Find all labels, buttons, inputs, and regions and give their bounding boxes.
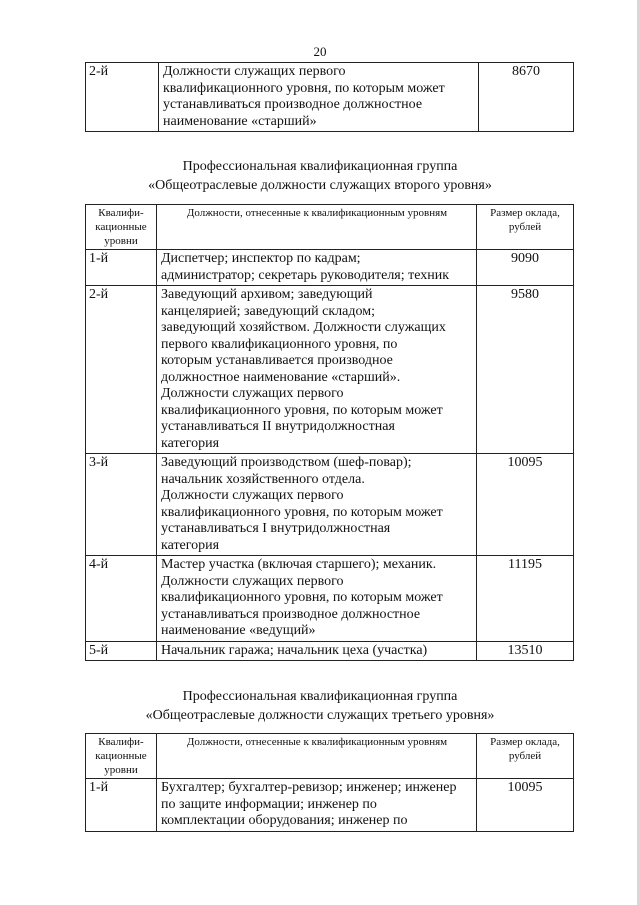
table-row — [86, 63, 574, 132]
group2-table — [85, 204, 574, 661]
header-line: рублей — [508, 750, 542, 762]
position-line: категория — [161, 537, 220, 553]
table-row — [86, 454, 574, 556]
position-line: квалификационного уровня, по которым может — [161, 504, 443, 520]
heading-line: «Общеотраслевые должности служащих третьего уровня» — [145, 708, 495, 723]
group3-heading — [0, 687, 640, 725]
salary-cell: 11195 — [477, 556, 574, 642]
position-line: Бухгалтер; бухгалтер-ревизор; инженер; инженер — [161, 780, 457, 795]
salary-header — [477, 734, 574, 779]
group2-heading — [0, 157, 640, 195]
level-cell: 3-й — [86, 454, 157, 556]
position-line: наименование «старший» — [163, 113, 317, 129]
group3-table — [85, 733, 574, 832]
positions-header: Должности, отнесенные к квалификационным уровням — [157, 734, 477, 779]
table-row — [86, 286, 574, 454]
position-line: Должности служащих первого — [161, 573, 344, 589]
header-line: уровни — [104, 235, 138, 247]
header-line: Размер оклада, — [490, 207, 560, 219]
position-line: Заведующий производством (шеф-повар); — [161, 455, 412, 470]
table-row — [86, 250, 574, 286]
position-line: устанавливаться производное должностное — [161, 606, 421, 622]
position-line: наименование «ведущий» — [161, 623, 316, 638]
position-line: начальник хозяйственного отдела. — [161, 471, 365, 487]
positions-cell — [157, 779, 477, 832]
positions-cell — [157, 556, 477, 642]
salary-cell: 10095 — [477, 454, 574, 556]
position-line: Мастер участка (включая старшего); механик. — [161, 557, 437, 572]
levels-header — [86, 205, 157, 250]
page-number: 20 — [313, 44, 327, 59]
positions-cell — [157, 641, 477, 661]
level-cell: 1-й — [86, 250, 157, 286]
header-line: рублей — [508, 221, 542, 233]
positions-header: Должности, отнесенные к квалификационным уровням — [157, 205, 477, 250]
position-line: администратор; секретарь руководителя; техник — [161, 267, 450, 283]
position-line: квалификационного уровня, по которым может — [163, 80, 445, 96]
position-line: Должности служащих первого — [163, 64, 346, 79]
level-cell: 2-й — [86, 286, 157, 454]
level-cell: 1-й — [86, 779, 157, 832]
salary-cell: 9090 — [477, 250, 574, 286]
salary-cell: 10095 — [477, 779, 574, 832]
position-line: устанавливаться II внутридолжностная — [161, 419, 395, 434]
heading-line: Профессиональная квалификационная группа — [182, 159, 458, 174]
heading-line: «Общеотраслевые должности служащих второго уровня» — [148, 178, 492, 193]
position-line: комплектации оборудования; инженер по — [161, 813, 408, 828]
position-line: квалификационного уровня, по которым может — [161, 590, 443, 605]
header-line: кационные — [95, 221, 147, 233]
heading-line: Профессиональная квалификационная группа — [182, 689, 458, 704]
salary-cell: 9580 — [477, 286, 574, 454]
header-line: уровни — [104, 764, 138, 776]
position-line: по защите информации; инженер по — [161, 796, 377, 812]
header-line: Размер оклада, — [490, 736, 560, 748]
positions-cell — [157, 454, 477, 556]
table-header-row — [86, 734, 574, 779]
position-line: Начальник гаража; начальник цеха (участка) — [161, 642, 428, 658]
position-line: Диспетчер; инспектор по кадрам; — [161, 251, 361, 266]
salary-cell: 13510 — [477, 641, 574, 661]
position-line: заведующий хозяйством. Должности служащих — [161, 320, 446, 335]
positions-cell — [157, 286, 477, 454]
header-line: Квалифи- — [98, 207, 144, 219]
salary-header — [477, 205, 574, 250]
continuation-table — [85, 62, 574, 132]
table-header-row — [86, 205, 574, 250]
position-line: Должности служащих первого — [161, 386, 344, 401]
position-line: первого квалификационного уровня, по — [161, 336, 398, 352]
position-line: Должности служащих первого — [161, 488, 344, 503]
position-line: должностное наименование «старший». — [161, 369, 401, 385]
salary-cell: 8670 — [479, 63, 574, 132]
header-line: Квалифи- — [98, 736, 144, 748]
position-line: канцелярией; заведующий складом; — [161, 303, 375, 319]
table-row — [86, 641, 574, 661]
position-line: устанавливаться I внутридолжностная — [161, 521, 391, 536]
position-line: которым устанавливается производное — [161, 353, 393, 368]
level-cell: 2-й — [86, 63, 159, 132]
level-cell: 4-й — [86, 556, 157, 642]
position-line: устанавливаться производное должностное — [163, 97, 423, 112]
position-line: квалификационного уровня, по которым может — [161, 402, 443, 418]
level-cell: 5-й — [86, 641, 157, 661]
levels-header — [86, 734, 157, 779]
table-row — [86, 779, 574, 832]
header-line: кационные — [95, 750, 147, 762]
position-line: категория — [161, 435, 220, 451]
positions-cell — [157, 250, 477, 286]
positions-cell — [159, 63, 479, 132]
table-row — [86, 556, 574, 642]
position-line: Заведующий архивом; заведующий — [161, 287, 373, 302]
